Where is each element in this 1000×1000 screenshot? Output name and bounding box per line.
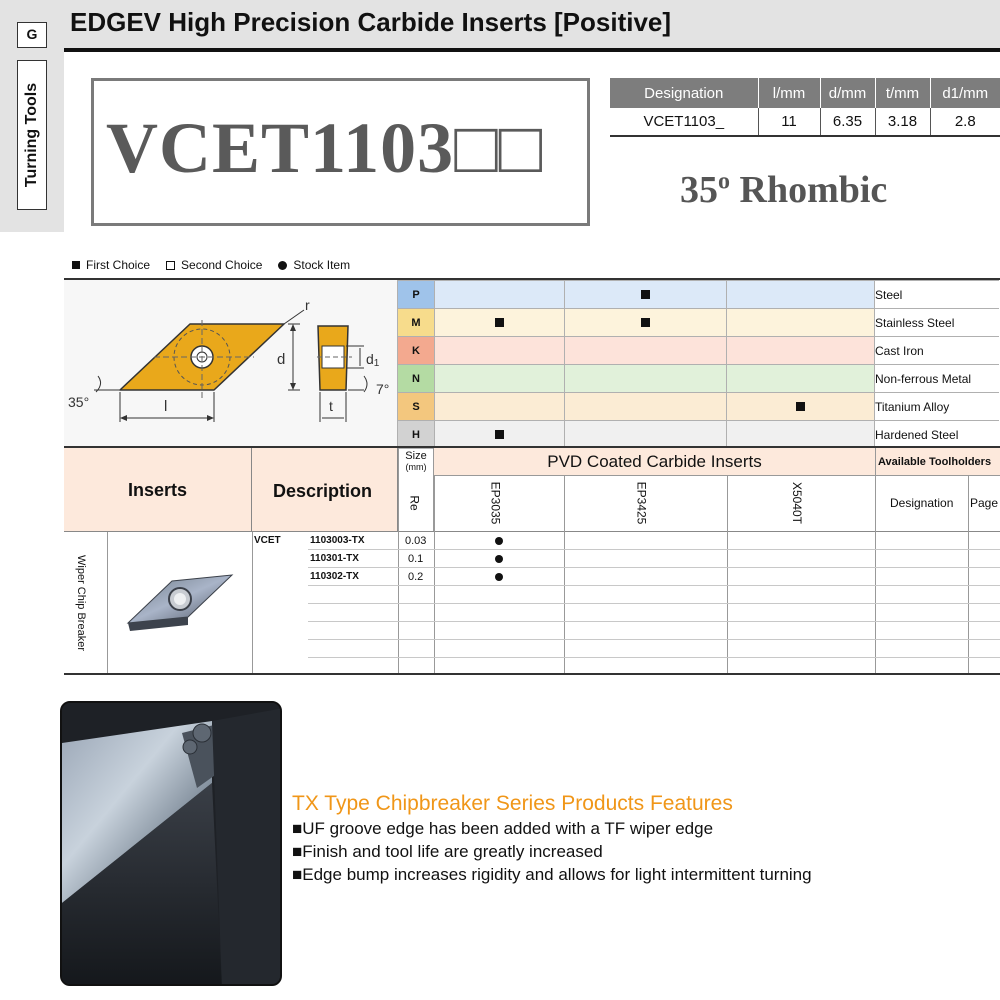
- grade-cell: [565, 365, 727, 393]
- grade-cell: [727, 337, 875, 365]
- label-r: r: [305, 297, 310, 313]
- spec-t: 3.18: [875, 108, 930, 136]
- grade-cell: [565, 337, 727, 365]
- divider: [64, 446, 1000, 448]
- spec-header-designation: Designation: [610, 78, 758, 108]
- material-code: K: [398, 337, 435, 365]
- grade-cell: [565, 393, 727, 421]
- model-box: [91, 78, 590, 226]
- spec-header-d: d/mm: [820, 78, 875, 108]
- first-choice-mark: [641, 290, 650, 299]
- features-title: TX Type Chipbreaker Series Products Features: [292, 792, 733, 815]
- section-label-box: [17, 60, 47, 210]
- material-name: Steel: [875, 281, 999, 309]
- grade-cell: [565, 281, 727, 309]
- product-photo: [60, 701, 282, 986]
- insert-drawing: [64, 280, 397, 448]
- material-name: Stainless Steel: [875, 309, 999, 337]
- grade-cell: [435, 393, 565, 421]
- label-d: d: [277, 351, 286, 368]
- feature-item: ■Edge bump increases rigidity and allows for light intermittent turning: [292, 865, 812, 884]
- insert-code: 1103003-TX: [310, 535, 365, 546]
- filled-square-icon: [72, 261, 80, 269]
- section-label: Turning Tools: [23, 82, 40, 188]
- first-choice-mark: [495, 430, 504, 439]
- insert-re: 0.03: [405, 535, 427, 547]
- material-name: Cast Iron: [875, 337, 999, 365]
- legend-second-choice: Second Choice: [166, 258, 262, 272]
- stock-item-icon: [495, 537, 503, 545]
- side-tab: [0, 0, 64, 232]
- toolholder-page-label: Page: [970, 496, 999, 510]
- material-name: Titanium Alloy: [875, 393, 999, 421]
- feature-item: ■Finish and tool life are greatly increased: [292, 842, 603, 861]
- material-row-h: [398, 421, 999, 449]
- insert-product-image: [120, 565, 240, 637]
- row-line: [308, 657, 1000, 658]
- grid-line: [875, 476, 876, 673]
- grade-cell: [727, 309, 875, 337]
- inserts-header: Inserts: [128, 480, 188, 500]
- grade-cell: [727, 393, 875, 421]
- filled-dot-icon: [278, 261, 287, 270]
- grade-label-ep3035: EP3035: [488, 481, 503, 525]
- label-l: l: [164, 398, 168, 415]
- label-t: t: [329, 398, 333, 414]
- feature-item: ■UF groove edge has been added with a TF wiper edge: [292, 819, 714, 838]
- spec-header-d1: d1/mm: [930, 78, 1000, 108]
- material-name: Non-ferrous Metal: [875, 365, 999, 393]
- open-square-icon: [166, 261, 175, 270]
- label-7-degree: 7°: [376, 381, 390, 397]
- insert-code: 110302-TX: [310, 571, 359, 582]
- model-name: VCET1103□□: [106, 108, 544, 188]
- spec-table: [610, 78, 1000, 137]
- spec-d: 6.35: [820, 108, 875, 136]
- material-row-n: [398, 365, 999, 393]
- grade-label-x5040t: X5040T: [790, 481, 805, 525]
- grade-cell: [435, 421, 565, 449]
- size-unit: (mm): [405, 462, 427, 472]
- row-line: [308, 603, 1000, 604]
- material-code: H: [398, 421, 435, 449]
- material-code: M: [398, 309, 435, 337]
- grade-cell: [435, 281, 565, 309]
- grid-line: [252, 532, 253, 673]
- insert-re: 0.2: [408, 571, 424, 583]
- first-choice-mark: [796, 402, 805, 411]
- divider: [64, 531, 1000, 532]
- page-title: EDGEV High Precision Carbide Inserts [Positive]: [70, 7, 672, 37]
- material-row-s: [398, 393, 999, 421]
- grade-cell: [565, 421, 727, 449]
- insert-closeup-image: [62, 703, 282, 986]
- toolholders-header: Available Toolholders: [875, 448, 1000, 476]
- insert-re: 0.1: [408, 553, 424, 565]
- grade-cell: [435, 337, 565, 365]
- spec-designation: VCET1103_: [610, 108, 758, 136]
- spec-header-t: t/mm: [875, 78, 930, 108]
- grid-line: [727, 476, 728, 673]
- grade-label-ep3425: EP3425: [634, 481, 649, 525]
- row-line: [308, 585, 1000, 586]
- grade-cell: [435, 309, 565, 337]
- material-table: [397, 280, 999, 449]
- material-name: Hardened Steel: [875, 421, 999, 449]
- first-choice-mark: [641, 318, 650, 327]
- stock-item-icon: [495, 573, 503, 581]
- spec-header-l: l/mm: [758, 78, 820, 108]
- pvd-group-header: PVD Coated Carbide Inserts: [434, 448, 875, 476]
- row-line: [308, 567, 1000, 568]
- prefix-label: VCET: [254, 535, 281, 546]
- category-label: Wiper Chip Breaker: [74, 555, 87, 651]
- grade-cell: [435, 365, 565, 393]
- material-code: S: [398, 393, 435, 421]
- first-choice-mark: [495, 318, 504, 327]
- section-letter: G: [17, 22, 47, 48]
- shape-title: 35$^o$ Rhombic: [680, 168, 888, 211]
- spec-l: 11: [758, 108, 820, 136]
- material-row-m: [398, 309, 999, 337]
- grid-line: [434, 476, 435, 673]
- label-35-degree: 35°: [68, 394, 90, 410]
- legend-stock-item: Stock Item: [278, 258, 350, 272]
- grade-cell: [727, 281, 875, 309]
- material-row-k: [398, 337, 999, 365]
- re-label: Re: [407, 495, 422, 511]
- insert-code: 110301-TX: [310, 553, 359, 564]
- legend: [72, 258, 350, 272]
- label-d1: d1: [366, 351, 380, 369]
- description-header: Description: [273, 481, 373, 501]
- grade-cell: [727, 365, 875, 393]
- row-line: [308, 549, 1000, 550]
- material-code: N: [398, 365, 435, 393]
- size-label: Size: [405, 450, 427, 462]
- grid-line: [107, 532, 108, 673]
- material-code: P: [398, 281, 435, 309]
- grade-cell: [565, 309, 727, 337]
- row-line: [308, 621, 1000, 622]
- legend-first-choice: First Choice: [72, 258, 150, 272]
- stock-item-icon: [495, 555, 503, 563]
- divider: [64, 673, 1000, 675]
- grid-line: [968, 476, 969, 673]
- spec-d1: 2.8: [930, 108, 1000, 136]
- grade-cell: [727, 421, 875, 449]
- toolholder-designation-label: Designation: [890, 496, 954, 510]
- row-line: [308, 639, 1000, 640]
- material-row-p: [398, 281, 999, 309]
- grid-line: [564, 476, 565, 673]
